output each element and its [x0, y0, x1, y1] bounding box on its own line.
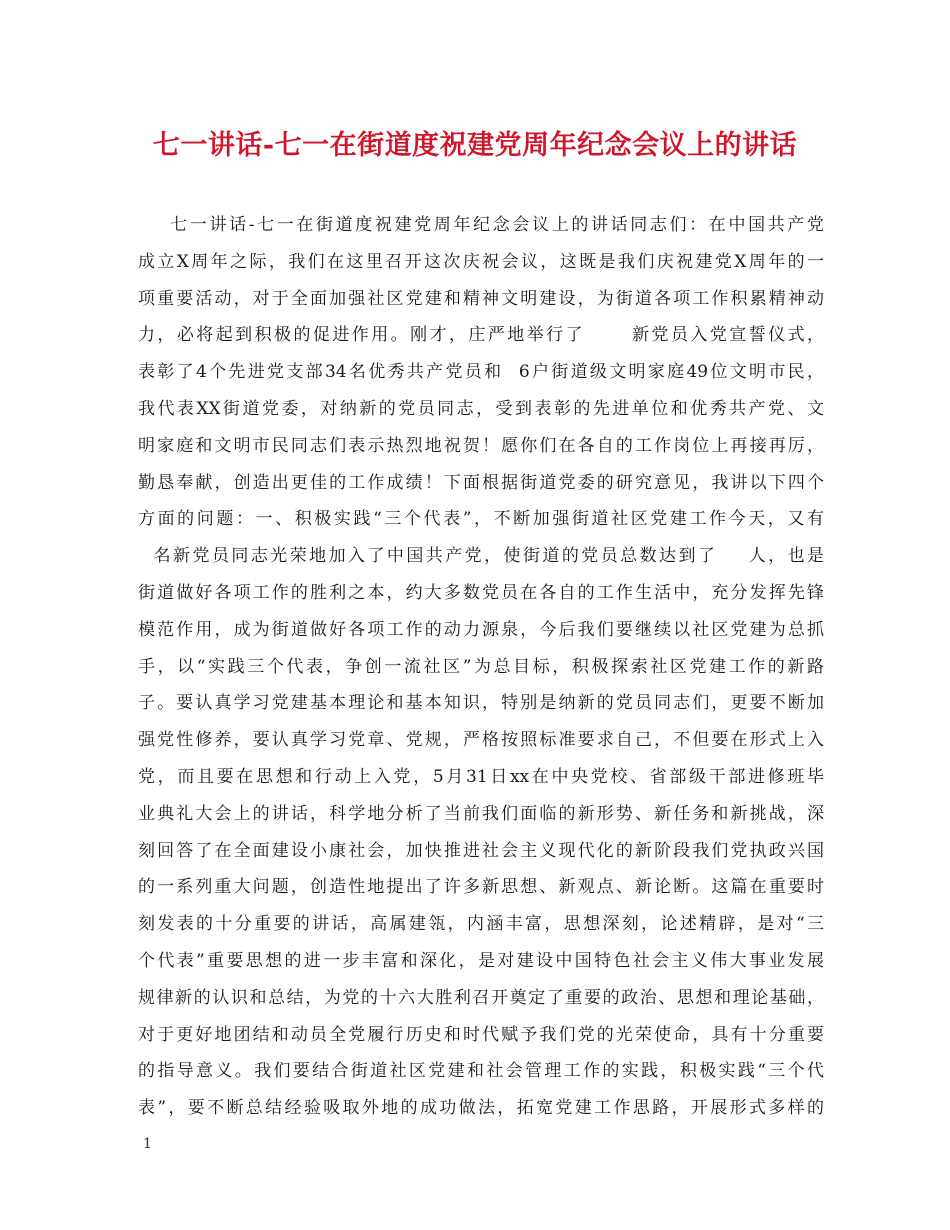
body-line: 个代表”重要思想的进一步丰富和深化，是对建设中国特色社会主义伟大事业发展	[138, 950, 824, 971]
body-line: 我代表XX街道党委，对纳新的党员同志，受到表彰的先进单位和优秀共产党、文	[138, 398, 824, 419]
body-line: 模范作用，成为街道做好各项工作的动力源泉，今后我们要继续以社区党建为总抓	[138, 619, 824, 640]
body-line: 的一系列重大问题，创造性地提出了许多新思想、新观点、新论断。这篇在重要时	[138, 877, 824, 898]
body-line: 七一讲话-七一在街道度祝建党周年纪念会议上的讲话同志们：在中国共产党	[138, 215, 824, 235]
page-number: 1	[143, 1136, 152, 1152]
body-line: 名新党员同志光荣地加入了中国共产党，使街道的党员总数达到了 人，也是	[138, 546, 824, 567]
body-line: 明家庭和文明市民同志们表示热烈地祝贺！愿你们在各自的工作岗位上再接再厉，	[138, 435, 824, 456]
body-line: 强党性修养，要认真学习党章、党规，严格按照标准要求自己，不但要在形式上入	[138, 730, 824, 751]
body-line: 力，必将起到积极的促进作用。刚才，庄严地举行了 新党员入党宣誓仪式，	[138, 325, 824, 346]
body-line: 项重要活动，对于全面加强社区党建和精神文明建设，为街道各项工作积累精神动	[138, 288, 824, 309]
body-line: 刻回答了在全面建设小康社会，加快推进社会主义现代化的新阶段我们党执政兴国	[138, 840, 824, 861]
body-line: 成立X周年之际，我们在这里召开这次庆祝会议，这既是我们庆祝建党X周年的一	[138, 251, 824, 272]
body-line: 刻发表的十分重要的讲话，高属建瓴，内涵丰富，思想深刻，论述精辟，是对“三	[138, 914, 824, 935]
body-line: 子。要认真学习党建基本理论和基本知识，特别是纳新的党员同志们，更要不断加	[138, 693, 824, 714]
document-body	[138, 207, 824, 1127]
body-line: 表”，要不断总结经验吸取外地的成功做法，拓宽党建工作思路，开展形式多样的	[138, 1098, 824, 1119]
body-line: 街道做好各项工作的胜利之本，约大多数党员在各自的工作生活中，充分发挥先锋	[138, 582, 824, 603]
body-line: 的指导意义。我们要结合街道社区党建和社会管理工作的实践，积极实践“三个代	[138, 1061, 824, 1082]
body-line: 规律新的认识和总结，为党的十六大胜利召开奠定了重要的政治、思想和理论基础，	[138, 987, 824, 1008]
document-title: 七一讲话-七一在街道度祝建党周年纪念会议上的讲话	[152, 130, 798, 161]
body-line: 对于更好地团结和动员全党履行历史和时代赋予我们党的光荣使命，具有十分重要	[138, 1024, 824, 1045]
body-line: 勤恳奉献，创造出更佳的工作成绩！下面根据街道党委的研究意见，我讲以下四个	[138, 472, 824, 493]
body-line: 方面的问题：一、积极实践“三个代表”，不断加强街道社区党建工作今天，又有	[138, 509, 824, 530]
body-line: 手，以“实践三个代表，争创一流社区”为总目标，积极探索社区党建工作的新路	[138, 656, 824, 677]
body-line: 表彰了4个先进党支部34名优秀共产党员和 6户街道级文明家庭49位文明市民，	[138, 362, 824, 383]
body-line: 业典礼大会上的讲话，科学地分析了当前我们面临的新形势、新任务和新挑战，深	[138, 803, 824, 824]
body-line: 党，而且要在思想和行动上入党，5月31日xx在中央党校、省部级干部进修班毕	[138, 766, 824, 787]
